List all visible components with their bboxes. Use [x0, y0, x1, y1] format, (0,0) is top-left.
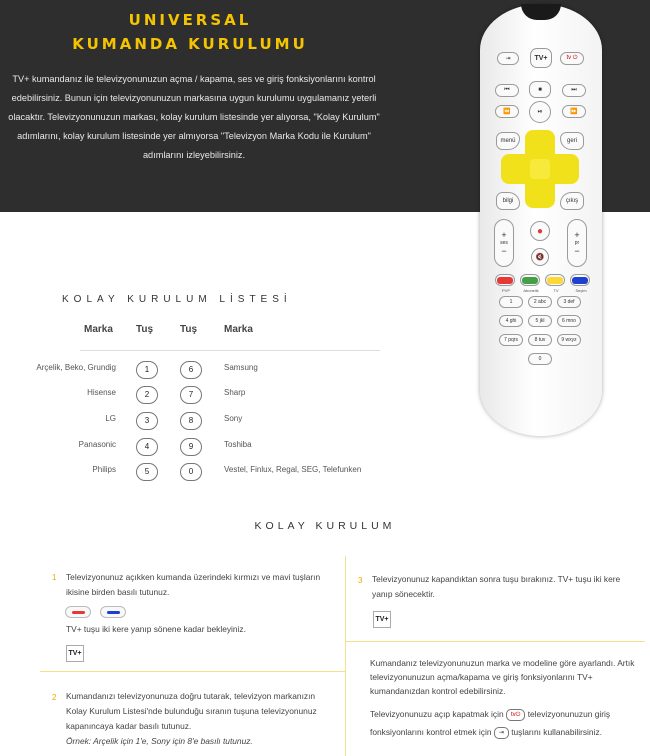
number-key: 7 pqrs [499, 334, 523, 346]
step1-number: 1 [52, 573, 57, 582]
stop-button: ■ [529, 81, 551, 98]
color-button-2 [545, 274, 565, 286]
header-divider [80, 350, 380, 351]
tvplus-icon: TV+ [66, 645, 84, 662]
brand-right: Toshiba [224, 440, 252, 449]
key-pill-right: 6 [180, 361, 202, 379]
power-instruction [370, 707, 650, 722]
rewind-button: ⏪ [495, 105, 519, 118]
info-button: bilgi [496, 192, 520, 210]
key-pill-right: 0 [180, 463, 202, 481]
key-pill-left: 5 [136, 463, 158, 481]
key-pill-right: 9 [180, 438, 202, 456]
page-title [60, 8, 320, 56]
channel-minus-icon: − [574, 246, 580, 256]
key-pill-right: 8 [180, 412, 202, 430]
ir-sensor [521, 4, 561, 20]
brand-left: Hisense [87, 388, 116, 397]
channel-label: pr [574, 240, 580, 246]
forward-button: ⏩ [562, 105, 586, 118]
brand-left: Panasonic [78, 440, 116, 449]
step3-number: 3 [358, 576, 363, 585]
key-pill-left: 2 [136, 386, 158, 404]
step3-text: Televizyonunuz kapandıktan sonra tuşu bırakınız. TV+ tuşu iki kere yanıp sönecektir. [372, 574, 621, 599]
play-pause-button: ⏯ [529, 101, 551, 123]
key-pill-left: 4 [136, 438, 158, 456]
back-button: geri [560, 132, 584, 150]
color-button-label: TV [553, 288, 559, 293]
number-key: 6 mno [557, 315, 581, 327]
channel-rocker [567, 219, 587, 267]
color-button-label: PVP [501, 288, 510, 293]
volume-rocker [494, 219, 514, 267]
color-button-label: Seçim [575, 288, 587, 293]
tvplus-icon: TV+ [373, 611, 391, 628]
step1-text: Televizyonunuz açıkken kumanda üzerindeki kırmızı ve mavi tuşların ikisine birden basılı tutunuz. [66, 572, 321, 597]
color-bar [547, 277, 563, 284]
input-icon: ⇥ [494, 727, 509, 739]
remote-control-image [480, 4, 602, 436]
color-bar [572, 277, 588, 284]
header-brand-left: Marka [84, 324, 113, 335]
color-bar [522, 277, 538, 284]
easy-setup-title: KOLAY KURULUM [254, 520, 396, 532]
page-title-line1: UNIVERSAL [128, 11, 252, 29]
brand-left: Arçelik, Beko, Grundig [36, 363, 116, 372]
power-instruction-pre: Televizyonunuzu açıp kapatmak için [370, 709, 504, 719]
number-key: 8 tuv [528, 334, 552, 346]
step2-text: Kumandanızı televizyonunuza doğru tutarak, televizyon markanızın Kolay Kurulum Listesi'nde bulunduğu sıranın tuşuna televizyonunuz kapanıncaya kadar basılı tutunuz. [66, 691, 317, 731]
input-instruction-post: tuşlarını kullanabilirsiniz. [511, 727, 602, 737]
record-button: ● [530, 221, 550, 241]
tvplus-button: TV+ [530, 48, 552, 68]
number-key: 3 def [557, 296, 581, 308]
prev-button: ⏮ [495, 84, 519, 97]
input-instruction-pre: fonksiyonlarını kontrol etmek için [370, 727, 492, 737]
tv-power-icon: tv⏻ [506, 709, 525, 721]
step1-wait-text: TV+ tuşu iki kere yanıp sönene kadar bekleyiniz. [66, 624, 246, 634]
next-button: ⏭ [562, 84, 586, 97]
tv-power-button: tv ⏻ [560, 52, 584, 65]
color-button-label: Abonelik [523, 288, 539, 293]
key-pill-left: 1 [136, 361, 158, 379]
menu-button: menü [496, 132, 520, 150]
volume-label: ses [500, 240, 508, 246]
power-instruction-post: televizyonunuzun giriş [527, 709, 611, 719]
brand-right: Vestel, Finlux, Regal, SEG, Telefunken [224, 465, 362, 474]
key-pill-right: 7 [180, 386, 202, 404]
easy-setup-list-title: KOLAY KURULUM LİSTESİ [62, 294, 292, 305]
red-button-icon [65, 606, 91, 618]
step2-example: Örnek: Arçelik için 1'e, Sony için 8'e basılı tutunuz. [66, 736, 253, 746]
brand-right: Sony [224, 414, 243, 423]
volume-plus-icon: + [501, 230, 507, 240]
key-pill-left: 3 [136, 412, 158, 430]
right-row-divider [345, 641, 645, 642]
result-note: Kumandanız televizyonunuzun marka ve modeline göre ayarlandı. Artık televizyonunuzun açma/kapama ve giriş fonksiyonlarını TV+ kumandanızdan kontrol edebilirsiniz. [370, 658, 635, 696]
brand-right: Sharp [224, 388, 246, 397]
exit-button: çıkış [560, 192, 584, 210]
color-bar [497, 277, 513, 284]
number-key: 9 wxyz [557, 334, 581, 346]
column-divider [345, 556, 346, 756]
step2-block [66, 689, 336, 749]
channel-plus-icon: + [574, 230, 580, 240]
number-key: 5 jkl [528, 315, 552, 327]
number-key: 1 [499, 296, 523, 308]
mute-button: 🔇 [531, 248, 549, 266]
color-button-3 [570, 274, 590, 286]
number-key: 4 ghi [499, 315, 523, 327]
blue-button-icon [100, 606, 126, 618]
input-button: ⇥ [497, 52, 519, 65]
number-key: 2 abc [528, 296, 552, 308]
brand-left: LG [105, 414, 116, 423]
input-instruction [370, 725, 650, 740]
intro-paragraph: TV+ kumandanız ile televizyonunuzun açma / kapama, ses ve giriş fonksiyonlarını kontrol edebilirsiniz. Bunun için televizyonunuzun markasına uygun kurulumu uygulamanız yeterli olacaktır. Televizyonunuzun markası, kolay kurulum listesinde yer alıyorsa, "Kolay Kurulum" adımlarını, kolay kurulum listesinde yer almıyorsa "Televizyon Marka Kodu ile Kurulum" adımlarını izleyebilirsiniz. [8, 74, 380, 160]
header-key-right: Tuş [180, 324, 198, 335]
header-brand-right: Marka [224, 324, 253, 335]
brand-right: Samsung [224, 363, 258, 372]
page-title-line2: KUMANDA KURULUMU [72, 35, 308, 53]
number-key: 0 [528, 353, 552, 365]
step2-number: 2 [52, 693, 57, 702]
color-button-0 [495, 274, 515, 286]
left-row-divider [40, 671, 345, 672]
volume-minus-icon: − [501, 246, 507, 256]
dpad-ok [530, 159, 550, 179]
brand-left: Philips [92, 465, 116, 474]
header-key-left: Tuş [136, 324, 154, 335]
color-button-1 [520, 274, 540, 286]
